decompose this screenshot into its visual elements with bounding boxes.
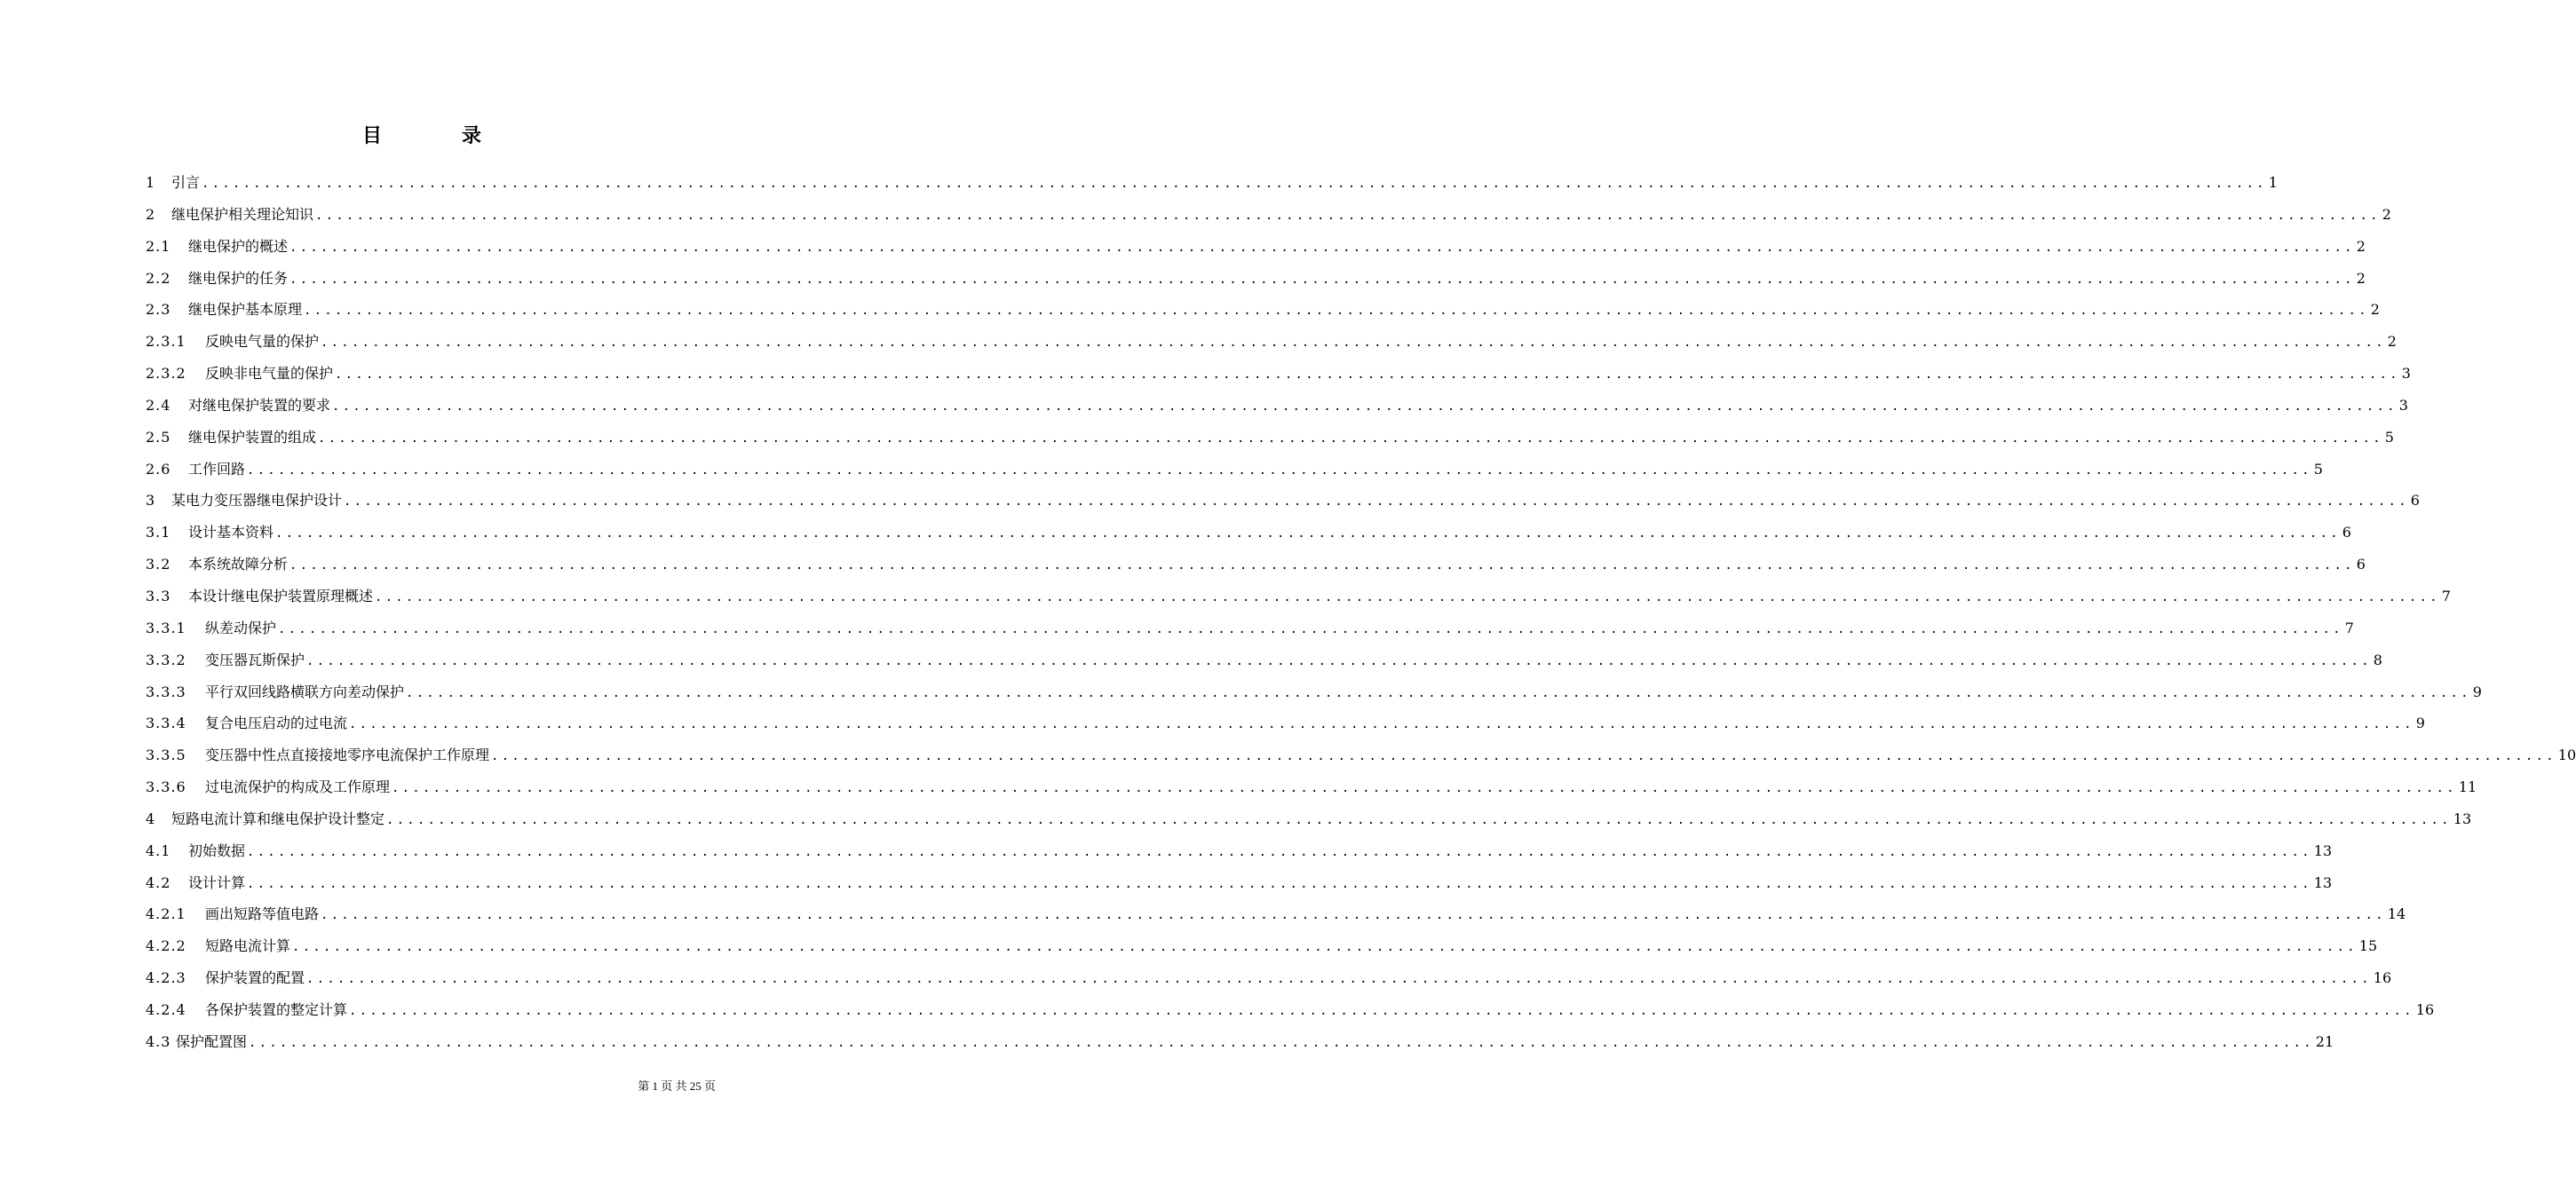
toc-entry-page: 5 [2384, 428, 2394, 446]
toc-entry-page: 11 [2458, 778, 2477, 796]
toc-entry[interactable] [146, 867, 2333, 899]
toc-entry-page: 3 [2401, 365, 2411, 383]
toc-entry-title: 工作回路 [188, 460, 246, 478]
toc-leader-dots: ........................................................................................................................................................................................................ [306, 972, 2372, 987]
toc-entry-number: 2.1 [146, 237, 171, 255]
toc-entry-page: 16 [2373, 969, 2392, 987]
toc-entry-number: 3.3.4 [146, 715, 186, 732]
toc-entry-title: 对继电保护装置的要求 [188, 396, 331, 414]
toc-entry-page: 7 [2344, 619, 2354, 636]
toc-entry-title: 过电流保护的构成及工作原理 [205, 778, 391, 796]
toc-entry[interactable] [146, 263, 2366, 295]
toc-entry-title: 短路电流计算 [205, 937, 291, 955]
toc-entry[interactable] [146, 294, 2380, 326]
toc-entry[interactable] [146, 612, 2354, 644]
toc-entry[interactable] [146, 739, 2576, 771]
toc-leader-dots: ........................................................................................................................................................................................................ [375, 589, 2440, 604]
toc-entry-number: 3.1 [146, 524, 171, 541]
toc-leader-dots: ........................................................................................................................................................................................................ [321, 336, 2386, 351]
toc-entry[interactable] [146, 199, 2391, 231]
toc-entry-page: 1 [2268, 174, 2278, 191]
toc-leader-dots: ........................................................................................................................................................................................................ [306, 653, 2372, 668]
toc-entry-number: 4.1 [146, 841, 171, 859]
toc-entry-number: 1 [146, 174, 156, 191]
toc-entry-title: 短路电流计算和继电保护设计整定 [171, 810, 385, 827]
toc-entry[interactable] [146, 707, 2425, 739]
toc-entry-number: 2 [146, 205, 156, 223]
toc-entry-page: 3 [2398, 396, 2408, 414]
toc-entry-number: 3.2 [146, 556, 171, 573]
toc-leader-dots: ........................................................................................................................................................................................................ [349, 1003, 2414, 1018]
toc-entry-number: 2.3.2 [146, 365, 186, 383]
toc-entry-number: 3.3.1 [146, 619, 186, 636]
toc-entry-title: 平行双回线路横联方向差动保护 [205, 683, 405, 700]
toc-entry-title: 画出短路等值电路 [205, 905, 320, 923]
toc-leader-dots: ........................................................................................................................................................................................................ [491, 749, 2556, 764]
toc-entry[interactable] [146, 485, 2420, 517]
toc-entry[interactable] [146, 581, 2451, 612]
toc-entry-page: 5 [2313, 460, 2323, 478]
toc-leader-dots: ........................................................................................................................................................................................................ [406, 685, 2471, 700]
toc-entry-page: 2 [2387, 333, 2397, 351]
toc-leader-dots: ........................................................................................................................................................................................................ [304, 304, 2369, 319]
toc-entry-number: 2.3.1 [146, 333, 186, 351]
toc-entry-title: 设计基本资料 [188, 524, 274, 541]
toc-entry-number: 4.2.3 [146, 969, 186, 987]
toc-entry-page: 2 [2356, 269, 2366, 287]
toc-entry[interactable] [146, 803, 2472, 835]
toc-entry[interactable] [146, 962, 2392, 994]
page-footer: 第 1 页 共 25 页 [638, 1079, 716, 1093]
toc-entry[interactable] [146, 358, 2411, 390]
toc-entry-page: 14 [2387, 905, 2406, 923]
toc-entry-page: 6 [2410, 492, 2420, 510]
toc-leader-dots: ........................................................................................................................................................................................................ [289, 272, 2355, 287]
toc-entry-page: 10 [2557, 747, 2576, 764]
toc-entry-page: 6 [2342, 524, 2351, 541]
toc-entry[interactable] [146, 676, 2482, 708]
toc-entry-number: 2.6 [146, 460, 171, 478]
toc-entry-title: 各保护装置的整定计算 [205, 1000, 348, 1018]
toc-entry-page: 6 [2356, 556, 2366, 573]
toc-leader-dots: ........................................................................................................................................................................................................ [332, 399, 2398, 414]
toc-entry-page: 16 [2415, 1000, 2435, 1018]
toc-entry-title: 纵差动保护 [205, 619, 277, 636]
toc-entry[interactable] [146, 994, 2435, 1026]
toc-leader-dots: ........................................................................................................................................................................................................ [315, 208, 2381, 223]
toc-entry-page: 13 [2313, 841, 2333, 859]
toc-entry[interactable] [146, 771, 2477, 803]
toc-entry-title: 变压器中性点直接接地零序电流保护工作原理 [205, 747, 490, 764]
toc-entry[interactable] [146, 326, 2397, 358]
toc-entry-title: 反映非电气量的保护 [205, 365, 334, 383]
toc-entry-number: 3.3.6 [146, 778, 186, 796]
toc-entry-number: 4.2 [146, 873, 171, 891]
toc-entry-title: 复合电压启动的过电流 [205, 715, 348, 732]
toc-entry-number: 3.3.2 [146, 651, 186, 668]
toc-leader-dots: ........................................................................................................................................................................................................ [335, 367, 2400, 383]
toc-leader-dots: ........................................................................................................................................................................................................ [278, 621, 2343, 636]
toc-entry-title: 引言 [171, 174, 201, 191]
toc-entry[interactable] [146, 422, 2394, 454]
toc-entry-page: 2 [2382, 205, 2391, 223]
toc-leader-dots: ........................................................................................................................................................................................................ [386, 812, 2452, 827]
toc-entry-title: 继电保护相关理论知识 [171, 205, 314, 223]
toc-entry-page: 21 [2315, 1032, 2334, 1050]
toc-entry-title: 本设计继电保护装置原理概述 [188, 587, 374, 604]
toc-leader-dots: ........................................................................................................................................................................................................ [292, 940, 2358, 955]
table-of-contents [146, 167, 2576, 1058]
toc-entry-page: 13 [2453, 810, 2472, 827]
toc-entry-title: 继电保护装置的组成 [188, 428, 317, 446]
toc-entry[interactable] [146, 231, 2366, 263]
toc-entry-number: 2.3 [146, 301, 171, 319]
toc-leader-dots: ........................................................................................................................................................................................................ [321, 908, 2386, 923]
toc-entry-page: 2 [2370, 301, 2380, 319]
toc-leader-dots: ........................................................................................................................................................................................................ [247, 876, 2312, 891]
toc-entry-number: 4.2.1 [146, 905, 186, 923]
toc-leader-dots: ........................................................................................................................................................................................................ [247, 844, 2312, 859]
toc-entry-page: 15 [2358, 937, 2378, 955]
toc-entry-number: 4.2.4 [146, 1000, 186, 1018]
toc-leader-dots: ........................................................................................................................................................................................................ [392, 781, 2457, 796]
toc-leader-dots: ........................................................................................................................................................................................................ [289, 558, 2355, 573]
toc-entry[interactable] [146, 1026, 2334, 1058]
toc-leader-dots: ........................................................................................................................................................................................................ [249, 1035, 2314, 1050]
page-title: 目 录 [361, 125, 511, 147]
toc-entry-title: 反映电气量的保护 [205, 333, 320, 351]
toc-entry-title: 保护装置的配置 [205, 969, 305, 987]
toc-entry-page: 2 [2356, 237, 2366, 255]
toc-entry-page: 8 [2373, 651, 2382, 668]
toc-entry-number: 4.3 [146, 1032, 171, 1050]
toc-entry[interactable] [146, 454, 2323, 486]
toc-leader-dots: ........................................................................................................................................................................................................ [275, 526, 2341, 541]
toc-entry[interactable] [146, 644, 2382, 676]
toc-entry[interactable] [146, 835, 2333, 867]
toc-entry[interactable] [146, 167, 2278, 199]
toc-entry-title: 本系统故障分析 [188, 556, 289, 573]
toc-entry-title: 初始数据 [188, 841, 246, 859]
toc-leader-dots: ........................................................................................................................................................................................................ [349, 717, 2414, 732]
toc-entry-page: 9 [2415, 715, 2425, 732]
toc-entry[interactable] [146, 517, 2351, 549]
toc-leader-dots: ........................................................................................................................................................................................................ [318, 431, 2383, 446]
toc-entry[interactable] [146, 898, 2406, 930]
toc-leader-dots: ........................................................................................................................................................................................................ [202, 177, 2267, 191]
toc-entry-title: 变压器瓦斯保护 [205, 651, 305, 668]
toc-entry-page: 9 [2472, 683, 2482, 700]
toc-entry-number: 3.3.5 [146, 747, 186, 764]
toc-entry-page: 7 [2441, 587, 2451, 604]
toc-entry-number: 2.2 [146, 269, 171, 287]
toc-entry-title: 保护配置图 [176, 1032, 248, 1050]
toc-entry[interactable] [146, 930, 2378, 962]
toc-entry-title: 继电保护的概述 [188, 237, 289, 255]
toc-entry-number: 3.3.3 [146, 683, 186, 700]
toc-entry-number: 2.4 [146, 396, 171, 414]
toc-entry-number: 3 [146, 492, 156, 510]
toc-entry-title: 继电保护基本原理 [188, 301, 303, 319]
toc-entry-title: 设计计算 [188, 873, 246, 891]
toc-entry-number: 4 [146, 810, 156, 827]
toc-leader-dots: ........................................................................................................................................................................................................ [247, 462, 2312, 478]
toc-entry-number: 2.5 [146, 428, 171, 446]
toc-entry-title: 某电力变压器继电保护设计 [171, 492, 343, 510]
toc-entry[interactable] [146, 390, 2408, 422]
toc-leader-dots: ........................................................................................................................................................................................................ [344, 494, 2409, 510]
toc-entry-number: 3.3 [146, 587, 171, 604]
toc-entry-page: 13 [2313, 873, 2333, 891]
toc-entry-number: 4.2.2 [146, 937, 186, 955]
toc-entry-title: 继电保护的任务 [188, 269, 289, 287]
toc-entry[interactable] [146, 549, 2366, 581]
toc-leader-dots: ........................................................................................................................................................................................................ [289, 240, 2355, 255]
